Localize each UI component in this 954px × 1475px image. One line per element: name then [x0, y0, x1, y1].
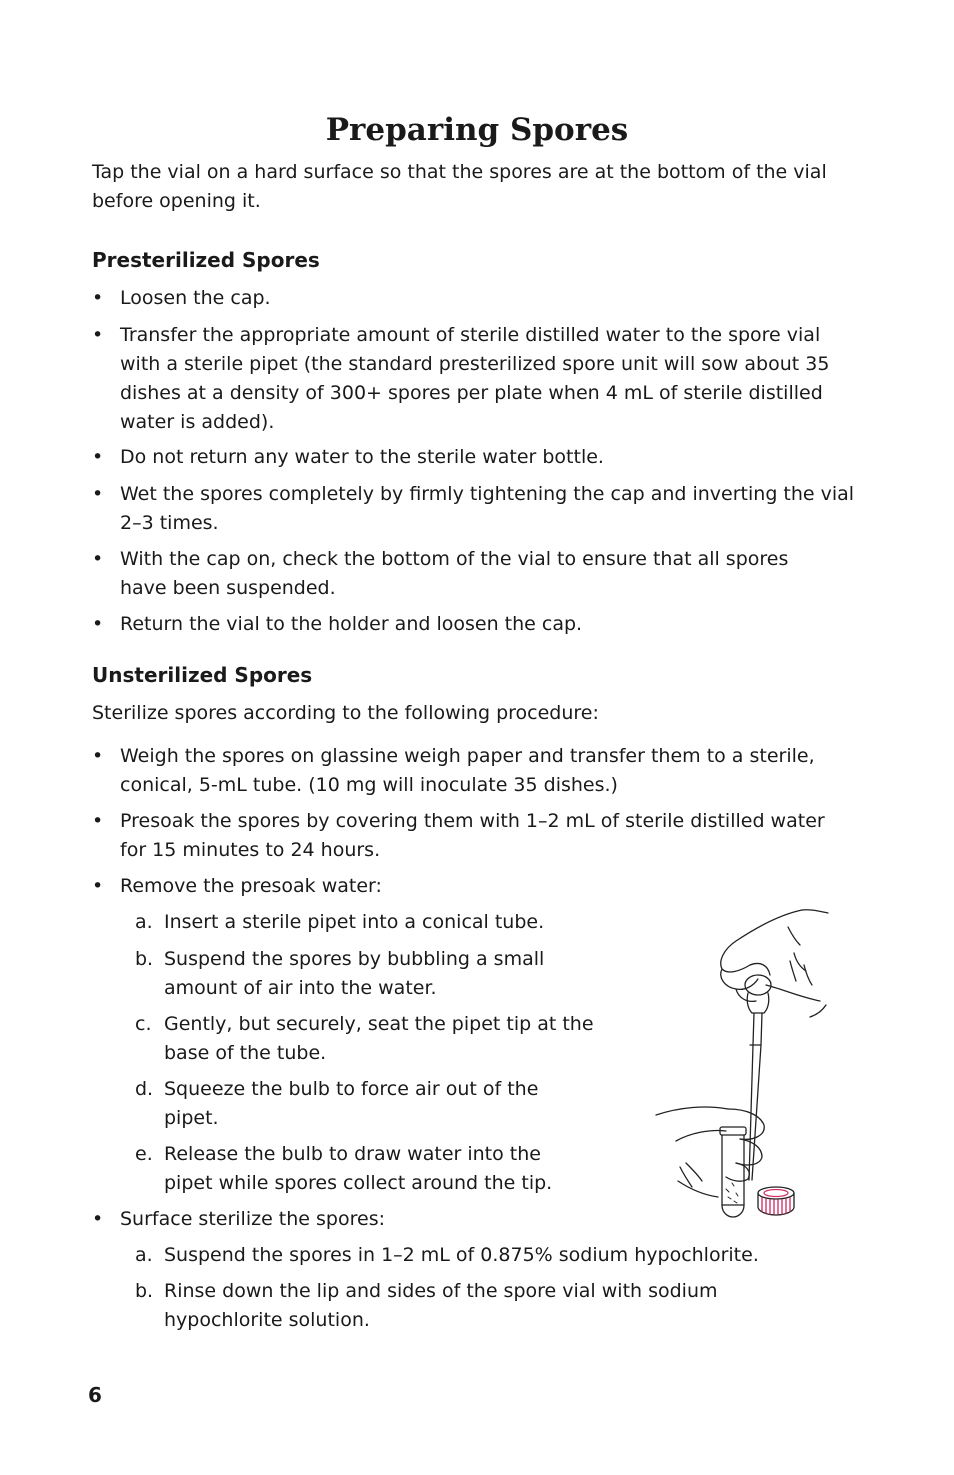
bullet-text: Transfer the appropriate amount of sterile distilled water to the spore vial with a sterile pipet (the standard presterilized spore unit will sow about 35 dishes at a density of 300+ spores per plate when 4 mL of sterile distilled water is added). [120, 324, 830, 433]
step-text: Rinse down the lip and sides of the spore vial with sodium hypochlorite solution. [164, 1280, 718, 1331]
lower-hand-drawing [656, 1107, 764, 1197]
conical-tube [720, 1127, 746, 1217]
page-number: 6 [88, 1383, 102, 1407]
pipet-stem [749, 1013, 762, 1180]
bullet-dot: • [92, 324, 104, 346]
bullet-dot: • [92, 613, 104, 635]
bullet-dot: • [92, 1208, 104, 1230]
step-letter: b. [135, 948, 154, 970]
pipet-illustration [650, 905, 872, 1223]
bullet-text: Weigh the spores on glassine weigh paper and transfer them to a sterile, conical, 5-mL tube. (10 mg will inoculate 35 dishes.) [120, 745, 815, 796]
bullet-text: Return the vial to the holder and loosen the cap. [120, 613, 583, 635]
step-text: Insert a sterile pipet into a conical tube. [164, 911, 545, 933]
step-letter: c. [135, 1013, 152, 1035]
step-letter: d. [135, 1078, 154, 1100]
step-letter: a. [135, 911, 153, 933]
intro-paragraph: Tap the vial on a hard surface so that the spores are at the bottom of the vial before opening it. [92, 161, 827, 212]
bullet-text: Surface sterilize the spores: [120, 1208, 385, 1230]
step-text: Squeeze the bulb to force air out of the pipet. [164, 1078, 539, 1129]
bullet-text: Loosen the cap. [120, 287, 271, 309]
page-title: Preparing Spores [325, 112, 629, 148]
unsterilized-heading: Unsterilized Spores [92, 663, 313, 687]
bullet-dot: • [92, 810, 104, 832]
bullet-dot: • [92, 875, 104, 897]
bullet-dot: • [92, 287, 104, 309]
bullet-text: With the cap on, check the bottom of the vial to ensure that all spores have been suspended. [120, 548, 789, 599]
bullet-text: Wet the spores completely by firmly tightening the cap and inverting the vial 2–3 times. [120, 483, 855, 534]
bullet-dot: • [92, 548, 104, 570]
step-letter: e. [135, 1143, 153, 1165]
step-text: Gently, but securely, seat the pipet tip at the base of the tube. [164, 1013, 594, 1064]
upper-hand-drawing [721, 910, 828, 1017]
bullet-dot: • [92, 446, 104, 468]
presterilized-heading: Presterilized Spores [92, 248, 320, 272]
unsterilized-intro: Sterilize spores according to the following procedure: [92, 702, 599, 724]
bullet-text: Remove the presoak water: [120, 875, 382, 897]
vial-cap [758, 1187, 794, 1215]
bullet-dot: • [92, 483, 104, 505]
step-text: Suspend the spores in 1–2 mL of 0.875% sodium hypochlorite. [164, 1244, 759, 1266]
step-letter: b. [135, 1280, 154, 1302]
step-text: Release the bulb to draw water into the pipet while spores collect around the tip. [164, 1143, 553, 1194]
bullet-text: Presoak the spores by covering them with 1–2 mL of sterile distilled water for 15 minutes to 24 hours. [120, 810, 825, 861]
bullet-text: Do not return any water to the sterile water bottle. [120, 446, 604, 468]
step-letter: a. [135, 1244, 153, 1266]
step-text: Suspend the spores by bubbling a small amount of air into the water. [164, 948, 545, 999]
bullet-dot: • [92, 745, 104, 767]
